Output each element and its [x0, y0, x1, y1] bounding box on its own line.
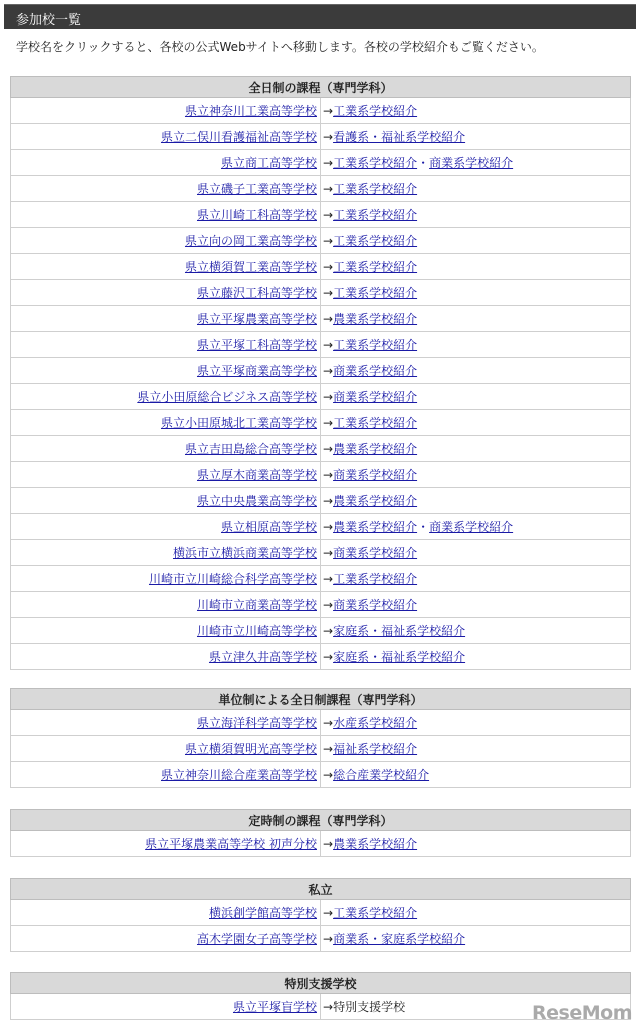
arrow-icon: →: [323, 932, 334, 946]
school-link[interactable]: 県立横須賀工業高等学校: [184, 260, 317, 274]
school-intro-link[interactable]: 工業系学校紹介: [333, 338, 418, 352]
section-title: 単位制による全日制課程（専門学科）: [11, 689, 631, 710]
school-intro-link[interactable]: 工業系学校紹介: [333, 416, 418, 430]
arrow-icon: →: [323, 156, 334, 170]
table-row: [11, 306, 631, 332]
school-intro-link[interactable]: 工業系学校紹介: [333, 208, 418, 222]
school-intro-link[interactable]: 家庭系・福祉系学校紹介: [333, 624, 466, 638]
school-link[interactable]: 県立商工高等学校: [220, 156, 317, 170]
school-link[interactable]: 県立中央農業高等学校: [196, 494, 317, 508]
school-link[interactable]: 県立平塚盲学校: [232, 1000, 317, 1014]
school-link[interactable]: 県立津久井高等学校: [208, 650, 317, 664]
school-link[interactable]: 川崎市立川崎総合科学高等学校: [148, 572, 317, 586]
page-header: [4, 4, 636, 29]
school-intro-link[interactable]: 商業系学校紹介: [429, 520, 514, 534]
school-intro-link[interactable]: 総合産業学校紹介: [333, 768, 430, 782]
school-intro-link[interactable]: 福祉系学校紹介: [333, 742, 418, 756]
school-link[interactable]: 県立平塚商業高等学校: [196, 364, 317, 378]
arrow-icon: →: [323, 650, 334, 664]
school-intro-link[interactable]: 商業系学校紹介: [333, 598, 418, 612]
arrow-icon: →: [323, 546, 334, 560]
school-intro-link[interactable]: 看護系・福祉系学校紹介: [333, 130, 466, 144]
school-intro-link[interactable]: 農業系学校紹介: [333, 312, 418, 326]
table-row: [11, 280, 631, 306]
arrow-icon: →: [323, 338, 334, 352]
table-row: [11, 736, 631, 762]
arrow-icon: →: [323, 208, 334, 222]
link-separator: ・: [417, 156, 430, 170]
table-row: [11, 202, 631, 228]
section-title: 全日制の課程（専門学科）: [11, 77, 631, 98]
school-intro-link[interactable]: 工業系学校紹介: [333, 906, 418, 920]
arrow-icon: →: [323, 572, 334, 586]
table-row: [11, 332, 631, 358]
table-row: [11, 124, 631, 150]
arrow-icon: →: [323, 906, 334, 920]
school-link[interactable]: 川崎市立商業高等学校: [196, 598, 317, 612]
school-link[interactable]: 県立磯子工業高等学校: [196, 182, 317, 196]
table-row: [11, 358, 631, 384]
school-link[interactable]: 県立藤沢工科高等学校: [196, 286, 317, 300]
school-intro-link[interactable]: 商業系・家庭系学校紹介: [333, 932, 466, 946]
arrow-icon: →: [323, 768, 334, 782]
table-row: [11, 488, 631, 514]
table-row: [11, 926, 631, 952]
arrow-icon: →: [323, 260, 334, 274]
school-intro-link[interactable]: 商業系学校紹介: [333, 546, 418, 560]
arrow-icon: →: [323, 624, 334, 638]
school-table: [10, 688, 631, 788]
table-row: [11, 254, 631, 280]
table-row: [11, 618, 631, 644]
table-row: [11, 592, 631, 618]
section-title: 定時制の課程（専門学科）: [11, 810, 631, 831]
school-table: [10, 809, 631, 857]
table-row: [11, 410, 631, 436]
school-intro-link[interactable]: 商業系学校紹介: [333, 390, 418, 404]
table-row: [11, 540, 631, 566]
school-intro-link[interactable]: 商業系学校紹介: [333, 468, 418, 482]
section-credit-fulltime: [10, 688, 631, 788]
school-intro-link[interactable]: 家庭系・福祉系学校紹介: [333, 650, 466, 664]
school-table: [10, 878, 631, 952]
arrow-icon: →: [323, 312, 334, 326]
section-parttime: [10, 809, 631, 857]
school-link[interactable]: 県立二俣川看護福祉高等学校: [160, 130, 317, 144]
table-row: [11, 228, 631, 254]
table-row: [11, 566, 631, 592]
school-link[interactable]: 県立神奈川総合産業高等学校: [160, 768, 317, 782]
school-intro-link[interactable]: 農業系学校紹介: [333, 520, 418, 534]
arrow-icon: →: [323, 234, 334, 248]
table-row: [11, 831, 631, 857]
school-link[interactable]: 県立厚木商業高等学校: [196, 468, 317, 482]
intro-text: 学校名をクリックすると、各校の公式Webサイトへ移動します。各校の学校紹介もご覧ください。: [16, 40, 544, 54]
school-link[interactable]: 県立吉田島総合高等学校: [184, 442, 317, 456]
section-fulltime: [10, 76, 631, 670]
table-row: [11, 384, 631, 410]
school-intro-link[interactable]: 農業系学校紹介: [333, 837, 418, 851]
school-link[interactable]: 高木学園女子高等学校: [196, 932, 317, 946]
school-link[interactable]: 県立向の岡工業高等学校: [184, 234, 317, 248]
arrow-icon: →: [323, 390, 334, 404]
table-row: [11, 644, 631, 670]
table-row: [11, 462, 631, 488]
school-intro-link[interactable]: 工業系学校紹介: [333, 104, 418, 118]
arrow-icon: →: [323, 104, 334, 118]
table-row: [11, 710, 631, 736]
link-separator: ・: [417, 520, 430, 534]
school-intro-link[interactable]: 工業系学校紹介: [333, 572, 418, 586]
category-text: 特別支援学校: [333, 1000, 406, 1014]
school-link[interactable]: 県立横須賀明光高等学校: [184, 742, 317, 756]
school-intro-link[interactable]: 工業系学校紹介: [333, 260, 418, 274]
table-row: [11, 900, 631, 926]
school-intro-link[interactable]: 工業系学校紹介: [333, 182, 418, 196]
arrow-icon: →: [323, 442, 334, 456]
school-link[interactable]: 県立平塚農業高等学校: [196, 312, 317, 326]
school-link[interactable]: 県立川崎工科高等学校: [196, 208, 317, 222]
school-intro-link[interactable]: 商業系学校紹介: [333, 364, 418, 378]
page-title: 参加校一覧: [16, 13, 82, 28]
school-intro-link[interactable]: 農業系学校紹介: [333, 442, 418, 456]
school-intro-link[interactable]: 商業系学校紹介: [429, 156, 514, 170]
school-intro-link[interactable]: 工業系学校紹介: [333, 234, 418, 248]
school-link[interactable]: 県立海洋科学高等学校: [196, 716, 317, 730]
section-title: 私立: [11, 879, 631, 900]
school-link[interactable]: 県立平塚工科高等学校: [196, 338, 317, 352]
school-link[interactable]: 県立小田原総合ビジネス高等学校: [137, 390, 317, 404]
table-row: [11, 98, 631, 124]
arrow-icon: →: [323, 598, 334, 612]
school-intro-link[interactable]: 農業系学校紹介: [333, 494, 418, 508]
school-link[interactable]: 県立小田原城北工業高等学校: [160, 416, 317, 430]
arrow-icon: →: [323, 182, 334, 196]
school-intro-link[interactable]: 工業系学校紹介: [333, 156, 418, 170]
arrow-icon: →: [323, 364, 334, 378]
school-link[interactable]: 県立神奈川工業高等学校: [184, 104, 317, 118]
table-row: [11, 762, 631, 788]
table-row: [11, 436, 631, 462]
school-intro-link[interactable]: 水産系学校紹介: [333, 716, 418, 730]
arrow-icon: →: [323, 286, 334, 300]
arrow-icon: →: [323, 416, 334, 430]
section-title: 特別支援学校: [11, 973, 631, 994]
school-intro-link[interactable]: 工業系学校紹介: [333, 286, 418, 300]
arrow-icon: →: [323, 130, 334, 144]
school-link[interactable]: 県立平塚農業高等学校 初声分校: [145, 837, 317, 851]
arrow-icon: →: [323, 1000, 334, 1014]
table-row: [11, 176, 631, 202]
section-private: [10, 878, 631, 952]
school-link[interactable]: 県立相原高等学校: [220, 520, 317, 534]
arrow-icon: →: [323, 716, 334, 730]
resemom-logo: ReseMom: [532, 1002, 632, 1024]
arrow-icon: →: [323, 742, 334, 756]
school-link[interactable]: 川崎市立川崎高等学校: [196, 624, 317, 638]
arrow-icon: →: [323, 468, 334, 482]
school-table: [10, 76, 631, 670]
school-link[interactable]: 横浜創学館高等学校: [208, 906, 317, 920]
school-link[interactable]: 横浜市立横浜商業高等学校: [172, 546, 317, 560]
arrow-icon: →: [323, 520, 334, 534]
arrow-icon: →: [323, 837, 334, 851]
arrow-icon: →: [323, 494, 334, 508]
table-row: [11, 514, 631, 540]
table-row: [11, 150, 631, 176]
